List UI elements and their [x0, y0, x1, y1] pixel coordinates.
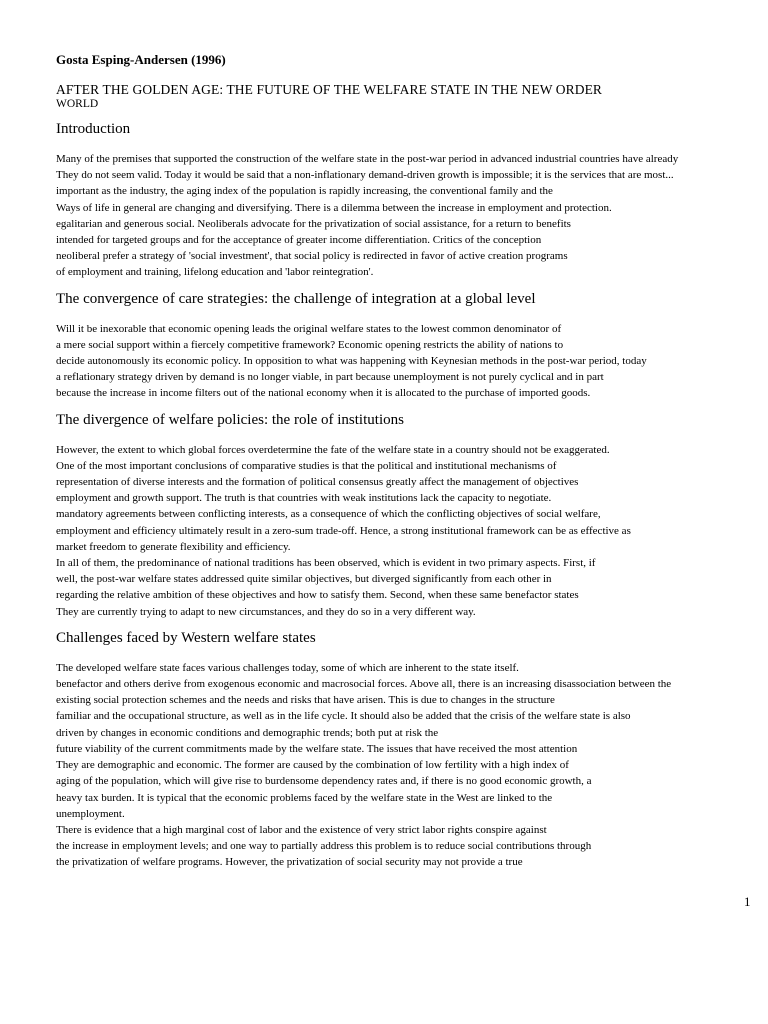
text-line: One of the most important conclusions of comparative studies is that the political and institutional mechanisms of — [56, 459, 557, 472]
text-line: the increase in employment levels; and one way to partially address this problem is to reduce social contributions through — [56, 840, 592, 853]
text-line: aging of the population, which will give rise to burdensome dependency rates and, if there is no good economic growth, a — [56, 775, 592, 788]
document-body — [56, 120, 760, 871]
text-line: because the increase in income filters out of the national economy when it is allocated to the purchase of imported goods. — [56, 387, 591, 400]
text-line: unemployment. — [56, 807, 125, 820]
section-heading: The divergence of welfare policies: the role of institutions — [56, 411, 404, 428]
text-line: of employment and training, lifelong education and 'labor reintegration'. — [56, 266, 374, 279]
text-line: driven by changes in economic conditions and demographic trends; both put at risk the — [56, 726, 439, 739]
document-title-continued: WORLD — [56, 98, 99, 110]
text-line: important as the industry, the aging index of the population is rapidly increasing, the conventional family and the — [56, 185, 553, 198]
section-introduction — [56, 120, 760, 281]
text-line: heavy tax burden. It is typical that the economic problems faced by the welfare state in the West are linked to the — [56, 791, 553, 804]
section-heading: The convergence of care strategies: the challenge of integration at a global level — [56, 290, 536, 307]
text-line: well, the post-war welfare states addressed quite similar objectives, but diverged significantly from each other in — [56, 573, 552, 586]
section-paragraph — [56, 442, 760, 620]
section-convergence — [56, 290, 760, 402]
text-line: There is evidence that a high marginal cost of labor and the existence of very strict labor rights conspire against — [56, 823, 547, 836]
section-challenges — [56, 629, 760, 871]
text-line: market freedom to generate flexibility and efficiency. — [56, 540, 291, 553]
text-line: Ways of life in general are changing and diversifying. There is a dilemma between the increase in employment and protection. — [56, 201, 612, 214]
text-line: decide autonomously its economic policy. In opposition to what was happening with Keynesian methods in the post-war period, today — [56, 355, 647, 368]
section-paragraph — [56, 660, 760, 871]
text-line: egalitarian and generous social. Neoliberals advocate for the privatization of social assistance, for a return to benefits — [56, 217, 571, 230]
text-line: a reflationary strategy driven by demand is no longer viable, in part because unemployment is not purely cyclical and in part — [56, 371, 604, 384]
text-line: They do not seem valid. Today it would be said that a non-inflationary demand-driven growth is impossible; it is the services that are most... — [56, 169, 674, 182]
text-line: mandatory agreements between conflicting interests, as a consequence of which the conflicting objectives of social welfare, — [56, 508, 601, 521]
document-title: AFTER THE GOLDEN AGE: THE FUTURE OF THE WELFARE STATE IN THE NEW ORDER — [56, 82, 603, 97]
text-line: benefactor and others derive from exogenous economic and macrosocial forces. Above all, there is an increasing disassociation between the — [56, 678, 672, 691]
section-paragraph — [56, 151, 760, 281]
text-line: They are currently trying to adapt to new circumstances, and they do so in a very different way. — [56, 605, 476, 618]
section-paragraph — [56, 321, 760, 402]
text-line: employment and efficiency ultimately result in a zero-sum trade-off. Hence, a strong institutional framework can be as effective as — [56, 524, 631, 537]
text-line: employment and growth support. The truth is that countries with weak institutions lack the capacity to negotiate. — [56, 492, 552, 505]
section-divergence — [56, 411, 760, 620]
text-line: Will it be inexorable that economic opening leads the original welfare states to the lowest common denominator of — [56, 322, 562, 335]
text-line: a mere social support within a fiercely competitive framework? Economic opening restricts the ability of nations to — [56, 338, 564, 351]
text-line: intended for targeted groups and for the acceptance of greater income differentiation. Critics of the conception — [56, 234, 542, 247]
section-heading: Introduction — [56, 121, 131, 137]
text-line: the privatization of welfare programs. However, the privatization of social security may not provide a true — [56, 856, 523, 869]
text-line: In all of them, the predominance of national traditions has been observed, which is evident in two primary aspects. First, if — [56, 557, 596, 570]
document-page — [56, 52, 760, 880]
author-line: Gosta Esping-Andersen (1996) — [56, 52, 226, 67]
text-line: However, the extent to which global forces overdetermine the fate of the welfare state in a country should not be exaggerated. — [56, 443, 610, 456]
page-number: 1 — [744, 894, 751, 909]
text-line: regarding the relative ambition of these objectives and how to satisfy them. Second, when these same benefactor states — [56, 589, 579, 602]
text-line: The developed welfare state faces various challenges today, some of which are inherent to the state itself. — [56, 661, 519, 674]
text-line: familiar and the occupational structure, as well as in the life cycle. It should also be added that the crisis of the welfare state is also — [56, 710, 631, 723]
section-heading: Challenges faced by Western welfare states — [56, 629, 316, 646]
text-line: neoliberal prefer a strategy of 'social investment', that social policy is redirected in favor of active creation programs — [56, 250, 568, 263]
text-line: future viability of the current commitments made by the welfare state. The issues that have received the most attention — [56, 742, 578, 755]
text-line: They are demographic and economic. The former are caused by the combination of low fertility with a high index of — [56, 759, 569, 772]
text-line: existing social protection schemes and the needs and risks that have arisen. This is due to changes in the structure — [56, 694, 555, 707]
text-line: Many of the premises that supported the construction of the welfare state in the post-war period in advanced industrial countries have already — [56, 153, 679, 165]
text-line: representation of diverse interests and the formation of political consensus greatly affect the management of objectives — [56, 476, 579, 489]
